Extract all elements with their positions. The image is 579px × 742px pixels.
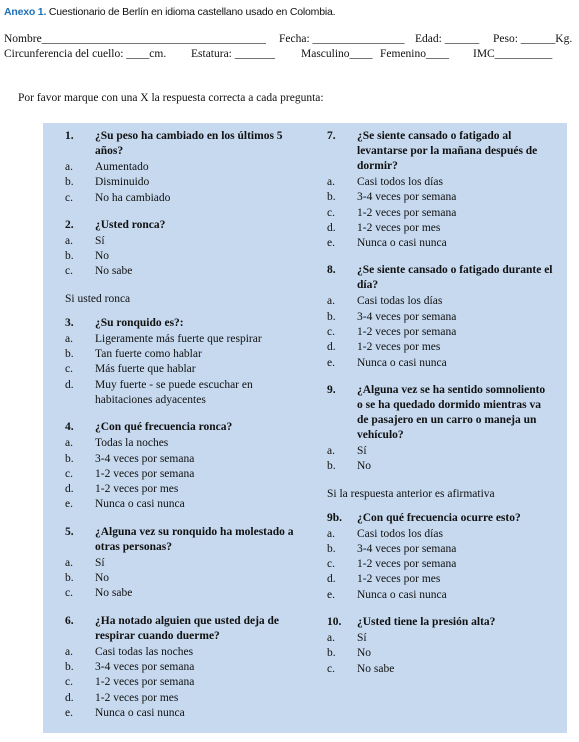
question-heading (327, 263, 553, 293)
option-text: Nunca o casi nunca (357, 237, 447, 250)
question-number: 2. (65, 218, 74, 231)
option-letter: e. (327, 356, 335, 369)
option-text: 1-2 veces por mes (357, 341, 441, 354)
option-text: Más fuerte que hablar (95, 363, 196, 376)
option-letter: e. (65, 498, 73, 511)
option-text: 1-2 veces por mes (95, 483, 179, 496)
answer-option[interactable] (65, 249, 305, 264)
answer-option[interactable] (65, 645, 305, 660)
option-text: Sí (95, 556, 105, 569)
option-letter: c. (65, 467, 73, 480)
option-text: 1-2 veces por mes (95, 691, 179, 704)
question-block (65, 420, 305, 512)
question-heading (65, 525, 305, 555)
option-letter: c. (327, 326, 335, 339)
option-text: 1-2 veces por semana (357, 206, 457, 219)
question-heading (327, 383, 553, 443)
question-block (65, 614, 305, 721)
answer-option[interactable] (65, 347, 305, 362)
option-letter: b. (65, 452, 74, 465)
question-text: ¿Se siente cansado o fatigado durante el día? (357, 264, 553, 292)
option-letter: a. (65, 437, 73, 450)
option-letter: b. (327, 542, 336, 555)
answer-option[interactable] (327, 662, 553, 677)
answer-option[interactable] (327, 294, 553, 309)
option-letter: c. (65, 363, 73, 376)
option-text: Aumentado (95, 161, 149, 173)
option-text: Muy fuerte - se puede escuchar en habitaciones adyacentes (95, 378, 253, 406)
question-block (65, 218, 305, 280)
option-text: No sabe (357, 662, 395, 675)
question-text: ¿Alguna vez se ha sentido somnoliento o se ha quedado dormido mientras va de pasajero en un carro o maneja un vehículo? (357, 383, 546, 441)
question-heading (65, 316, 305, 331)
question-number: 1. (65, 130, 74, 142)
option-text: Casi todas las noches (95, 645, 194, 658)
answer-option[interactable] (327, 356, 553, 371)
answer-option[interactable] (65, 332, 305, 347)
question-number: 6. (65, 614, 74, 627)
option-letter: b. (65, 348, 74, 361)
question-number: 4. (65, 421, 74, 434)
answer-option[interactable] (65, 467, 305, 482)
option-text: Nunca o casi nunca (95, 498, 185, 511)
option-letter: c. (327, 662, 335, 675)
option-letter: a. (65, 161, 73, 173)
option-text: No (95, 572, 110, 585)
option-letter: a. (327, 527, 335, 540)
option-text: Sí (95, 234, 105, 247)
option-text: 3-4 veces por semana (357, 310, 457, 323)
option-letter: c. (65, 191, 73, 204)
edad-field[interactable]: Edad: ______ (415, 33, 480, 45)
answer-option[interactable] (327, 631, 553, 646)
option-text: No sabe (95, 265, 133, 278)
instructions: Por favor marque con una X la respuesta correcta a cada pregunta: (18, 92, 324, 104)
option-text: Sí (357, 632, 367, 645)
answer-option[interactable] (327, 190, 553, 205)
answer-option[interactable] (65, 452, 305, 467)
answer-option[interactable] (65, 660, 305, 675)
option-text: Nunca o casi nunca (95, 706, 185, 719)
question-text: ¿Se siente cansado o fatigado al levantarse por la mañana después de dormir? (357, 130, 538, 172)
option-letter: b. (65, 660, 74, 673)
question-block (327, 511, 553, 603)
option-text: 3-4 veces por semana (95, 452, 195, 465)
option-text: 3-4 veces por semana (95, 660, 195, 673)
answer-option[interactable] (327, 646, 553, 661)
question-text: ¿Usted tiene la presión alta? (357, 616, 496, 629)
answer-option[interactable] (327, 340, 553, 355)
estatura-field[interactable]: Estatura: _______ (191, 48, 275, 60)
question-number: 7. (327, 130, 336, 142)
questionnaire-box (43, 123, 567, 733)
option-text: Casi todos los días (357, 176, 443, 188)
masculino-field[interactable]: Masculino____ (301, 48, 373, 60)
option-letter: a. (327, 444, 335, 457)
annex-label: Anexo 1. (4, 6, 47, 18)
option-letter: d. (327, 573, 336, 586)
answer-option[interactable] (65, 234, 305, 249)
option-text: 1-2 veces por semana (95, 676, 195, 689)
answer-option[interactable] (327, 175, 553, 190)
question-block (327, 615, 553, 677)
answer-option[interactable] (65, 436, 305, 451)
question-heading (65, 614, 305, 644)
option-letter: d. (65, 483, 74, 496)
option-letter: b. (65, 572, 74, 585)
option-letter: b. (65, 250, 74, 263)
question-heading (65, 420, 305, 435)
question-heading (65, 129, 305, 159)
answer-option[interactable] (327, 444, 553, 459)
question-number: 8. (327, 264, 336, 277)
question-text: ¿Su ronquido es?: (95, 316, 184, 329)
option-letter: b. (327, 647, 336, 660)
answer-option[interactable] (65, 556, 305, 571)
option-letter: e. (327, 237, 335, 250)
question-number: 9b. (327, 511, 343, 524)
answer-option[interactable] (327, 542, 553, 557)
option-text: Casi todas los días (357, 295, 443, 308)
question-heading (327, 615, 553, 630)
question-heading (327, 511, 553, 526)
option-letter: e. (327, 588, 335, 601)
question-text: ¿Con qué frecuencia ocurre esto? (357, 511, 521, 524)
option-letter: a. (65, 234, 73, 247)
question-block (327, 263, 553, 370)
nombre-field[interactable]: Nombre_______________________________________ (4, 33, 266, 45)
option-text: 1-2 veces por mes (357, 221, 441, 234)
question-block (65, 525, 305, 602)
option-letter: d. (65, 691, 74, 704)
answer-option[interactable] (65, 497, 305, 512)
question-text: ¿Su peso ha cambiado en los últimos 5 años? (95, 130, 283, 157)
answer-option[interactable] (327, 206, 553, 221)
option-letter: c. (327, 558, 335, 571)
option-text: Ligeramente más fuerte que respirar (95, 332, 262, 345)
question-block (65, 316, 305, 408)
answer-option[interactable] (65, 482, 305, 497)
option-text: Nunca o casi nunca (357, 356, 447, 369)
option-text: 3-4 veces por semana (357, 191, 457, 204)
peso-field[interactable]: Peso: ______Kg. (493, 33, 573, 45)
option-text: 1-2 veces por semana (357, 558, 457, 571)
option-text: No sabe (95, 587, 133, 600)
question-heading (65, 218, 305, 233)
option-letter: e. (65, 706, 73, 719)
conditional-note: Si la respuesta anterior es afirmativa (327, 487, 495, 500)
answer-option[interactable] (327, 221, 553, 236)
option-letter: a. (65, 556, 73, 569)
question-number: 3. (65, 316, 74, 329)
answer-option[interactable] (65, 691, 305, 706)
question-text: ¿Con qué frecuencia ronca? (95, 421, 233, 434)
answer-option[interactable] (65, 675, 305, 690)
option-letter: a. (65, 332, 73, 345)
fecha-field[interactable]: Fecha: ________________ (279, 33, 405, 45)
answer-option[interactable] (65, 191, 305, 206)
option-text: 1-2 veces por semana (357, 326, 457, 339)
femenino-field[interactable]: Femenino____ (380, 48, 449, 60)
annex-title: Cuestionario de Berlín en idioma castellano usado en Colombia. (46, 6, 336, 18)
option-text: Sí (357, 444, 367, 457)
right-column (327, 129, 553, 677)
option-letter: b. (65, 176, 74, 189)
option-text: Disminuido (95, 176, 150, 189)
answer-option[interactable] (327, 325, 553, 340)
option-text: No (357, 460, 372, 473)
option-text: 1-2 veces por semana (95, 467, 195, 480)
question-number: 10. (327, 616, 342, 629)
answer-option[interactable] (65, 586, 305, 601)
answer-option[interactable] (65, 571, 305, 586)
option-text: Nunca o casi nunca (357, 588, 447, 601)
option-text: Tan fuerte como hablar (95, 348, 202, 361)
option-letter: b. (327, 310, 336, 323)
left-column (65, 129, 305, 721)
option-letter: a. (327, 176, 335, 188)
option-letter: d. (65, 378, 74, 391)
option-letter: c. (65, 587, 73, 600)
question-text: ¿Ha notado alguien que usted deja de respirar cuando duerme? (95, 614, 280, 642)
option-letter: c. (327, 206, 335, 219)
question-block (327, 383, 553, 475)
answer-option[interactable] (65, 175, 305, 190)
annex-caption (4, 6, 335, 18)
imc-field[interactable]: IMC__________ (473, 48, 553, 60)
question-text: ¿Usted ronca? (95, 218, 166, 231)
option-letter: b. (327, 191, 336, 204)
question-text: ¿Alguna vez su ronquido ha molestado a otras personas? (95, 525, 294, 553)
question-block (327, 129, 553, 251)
answer-option[interactable] (65, 378, 305, 409)
option-letter: b. (327, 460, 336, 473)
question-heading (327, 129, 553, 174)
answer-option[interactable] (65, 362, 305, 377)
answer-option[interactable] (327, 557, 553, 572)
answer-option[interactable] (327, 588, 553, 603)
answer-option[interactable] (327, 527, 553, 542)
answer-option[interactable] (327, 310, 553, 325)
question-number: 9. (327, 383, 336, 396)
answer-option[interactable] (65, 706, 305, 721)
option-text: No (357, 647, 372, 660)
answer-option[interactable] (65, 264, 305, 279)
option-text: 1-2 veces por mes (357, 573, 441, 586)
answer-option[interactable] (327, 459, 553, 474)
option-letter: a. (327, 295, 335, 308)
question-block (65, 129, 305, 206)
option-letter: a. (65, 645, 73, 658)
conditional-note: Si usted ronca (65, 292, 131, 305)
option-text: No (95, 250, 110, 263)
option-text: 3-4 veces por semana (357, 542, 457, 555)
question-number: 5. (65, 525, 74, 538)
option-text: Todas la noches (95, 437, 169, 450)
option-letter: c. (65, 676, 73, 689)
option-letter: c. (65, 265, 73, 278)
option-text: Casi todos los días (357, 527, 443, 540)
option-letter: d. (327, 221, 336, 234)
answer-option[interactable] (327, 236, 553, 251)
answer-option[interactable] (327, 572, 553, 587)
option-letter: d. (327, 341, 336, 354)
option-letter: a. (327, 632, 335, 645)
answer-option[interactable] (65, 160, 305, 175)
cuello-field[interactable]: Circunferencia del cuello: ____cm. (4, 48, 167, 60)
option-text: No ha cambiado (95, 191, 171, 204)
